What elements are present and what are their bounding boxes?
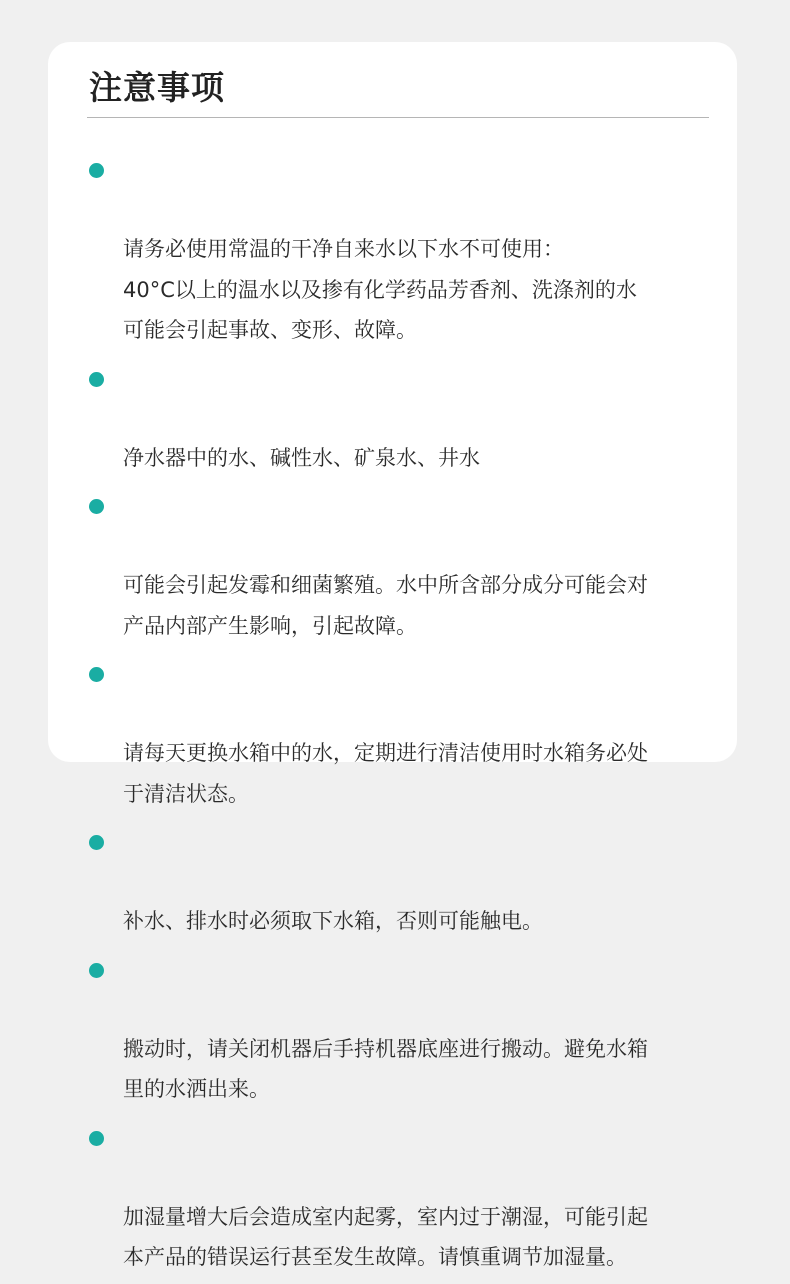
note-text: 请务必使用常温的干净自来水以下水不可使用： 40°C以上的温水以及掺有化学药品芳香剂、洗涤剂的水 可能会引起事故、变形、故障。 <box>123 237 637 342</box>
title-divider <box>87 117 709 118</box>
note-text: 加湿量增大后会造成室内起雾，室内过于潮湿，可能引起 本产品的错误运行甚至发生故障。请慎重调节加湿量。 <box>123 1204 648 1269</box>
notes-list <box>89 148 717 1284</box>
note-text: 补水、排水时必须取下水箱，否则可能触电。 <box>123 909 543 933</box>
bullet-dot-icon <box>89 835 104 850</box>
note-item-5 <box>89 820 717 942</box>
note-item-4 <box>89 652 717 814</box>
bullet-dot-icon <box>89 963 104 978</box>
bullet-dot-icon <box>89 163 104 178</box>
note-item-3 <box>89 484 717 646</box>
note-item-7 <box>89 1116 717 1278</box>
bullet-dot-icon <box>89 1131 104 1146</box>
note-item-1 <box>89 148 717 351</box>
note-text: 搬动时，请关闭机器后手持机器底座进行搬动。避免水箱 里的水洒出来。 <box>123 1036 648 1101</box>
page-title: 注意事项 <box>89 68 225 107</box>
bullet-dot-icon <box>89 499 104 514</box>
bullet-dot-icon <box>89 372 104 387</box>
note-item-2 <box>89 357 717 479</box>
note-text: 请每天更换水箱中的水，定期进行清洁使用时水箱务必处 于清洁状态。 <box>123 741 648 806</box>
bullet-dot-icon <box>89 667 104 682</box>
notice-card <box>48 42 737 1269</box>
note-item-6 <box>89 948 717 1110</box>
note-text: 可能会引起发霉和细菌繁殖。水中所含部分成分可能会对 产品内部产生影响，引起故障。 <box>123 573 648 638</box>
note-text: 净水器中的水、碱性水、矿泉水、井水 <box>123 445 480 470</box>
